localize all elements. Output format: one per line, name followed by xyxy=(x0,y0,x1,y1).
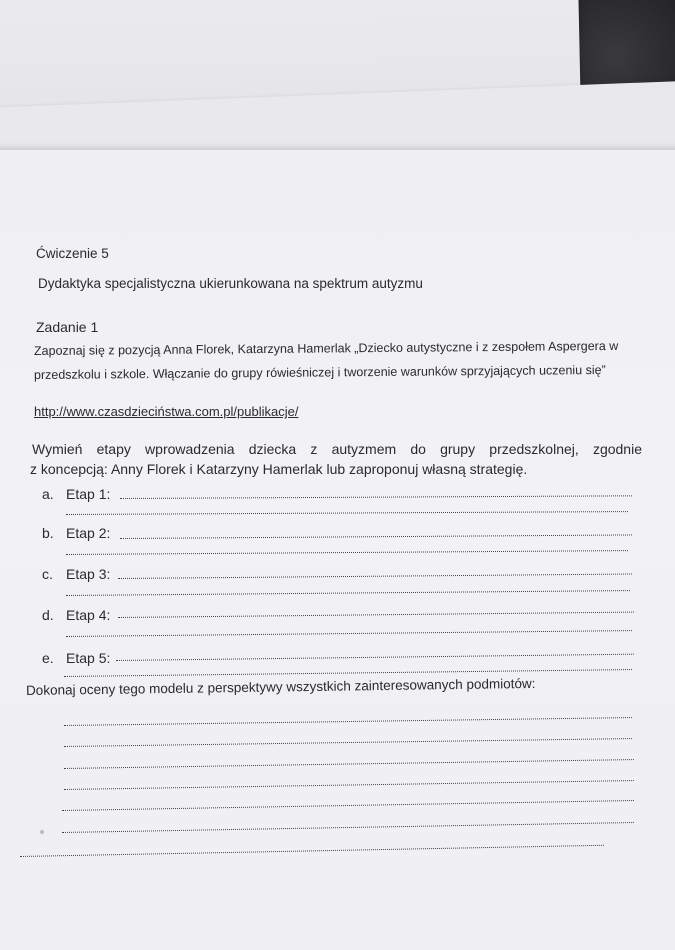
answer-line[interactable] xyxy=(66,511,628,515)
stage-item xyxy=(42,607,110,623)
stage-letter: e. xyxy=(42,650,54,666)
answer-line[interactable] xyxy=(118,574,632,579)
evaluation-answer-line[interactable] xyxy=(64,780,634,790)
stage-item xyxy=(42,650,110,666)
stage-item xyxy=(42,566,110,582)
stage-label: Etap 2: xyxy=(66,525,111,541)
evaluation-answer-line[interactable] xyxy=(20,845,604,857)
answer-line[interactable] xyxy=(118,612,634,618)
evaluation-answer-line[interactable] xyxy=(62,822,634,833)
subject-title: Dydaktyka specjalistyczna ukierunkowana na spektrum autyzmu xyxy=(38,276,423,291)
evaluation-prompt: Dokonaj oceny tego modelu z perspektywy wszystkich zainteresowanych podmiotów: xyxy=(25,675,536,698)
stage-label: Etap 5: xyxy=(66,650,111,666)
stage-label: Etap 3: xyxy=(66,566,111,582)
stage-letter: c. xyxy=(42,566,53,582)
answer-line[interactable] xyxy=(116,654,634,661)
answer-line[interactable] xyxy=(64,669,632,677)
task-title: Zadanie 1 xyxy=(36,319,99,335)
instruction-line-1: Zapoznaj się z pozycją Anna Florek, Katarzyna Hamerlak „Dziecko autystyczne i z zespołem Aspergera w xyxy=(33,338,619,358)
answer-line[interactable] xyxy=(66,550,628,555)
evaluation-answer-line[interactable] xyxy=(62,800,634,811)
stage-item xyxy=(42,525,110,541)
publication-link[interactable]: http://www.czasdzieciństwa.com.pl/publikacje/ xyxy=(34,404,299,419)
prompt-line-1: Wymień etapy wprowadzenia dziecka z autyzmem do grupy przedszkolnej, zgodnie xyxy=(32,441,642,457)
evaluation-answer-line[interactable] xyxy=(64,738,632,747)
instruction-line-2: przedszkolu i szkole. Włączanie do grupy rówieśniczej i tworzenie warunków sprzyjających uczeniu się” xyxy=(33,363,606,382)
stage-label: Etap 4: xyxy=(66,607,111,623)
stage-item xyxy=(42,486,110,502)
stage-label: Etap 1: xyxy=(66,486,111,502)
answer-line[interactable] xyxy=(120,495,632,499)
stage-letter: a. xyxy=(42,486,54,502)
evaluation-answer-line[interactable] xyxy=(64,759,634,769)
stage-letter: b. xyxy=(42,525,54,541)
exercise-title: Ćwiczenie 5 xyxy=(36,246,109,261)
evaluation-answer-line[interactable] xyxy=(64,717,632,726)
answer-line[interactable] xyxy=(120,534,632,539)
answer-line[interactable] xyxy=(66,630,632,637)
ink-speck xyxy=(40,830,44,834)
stage-letter: d. xyxy=(42,607,54,623)
answer-line[interactable] xyxy=(66,590,630,596)
prompt-line-2: z koncepcją: Anny Florek i Katarzyny Hamerlak lub zaproponuj własną strategię. xyxy=(30,461,528,477)
